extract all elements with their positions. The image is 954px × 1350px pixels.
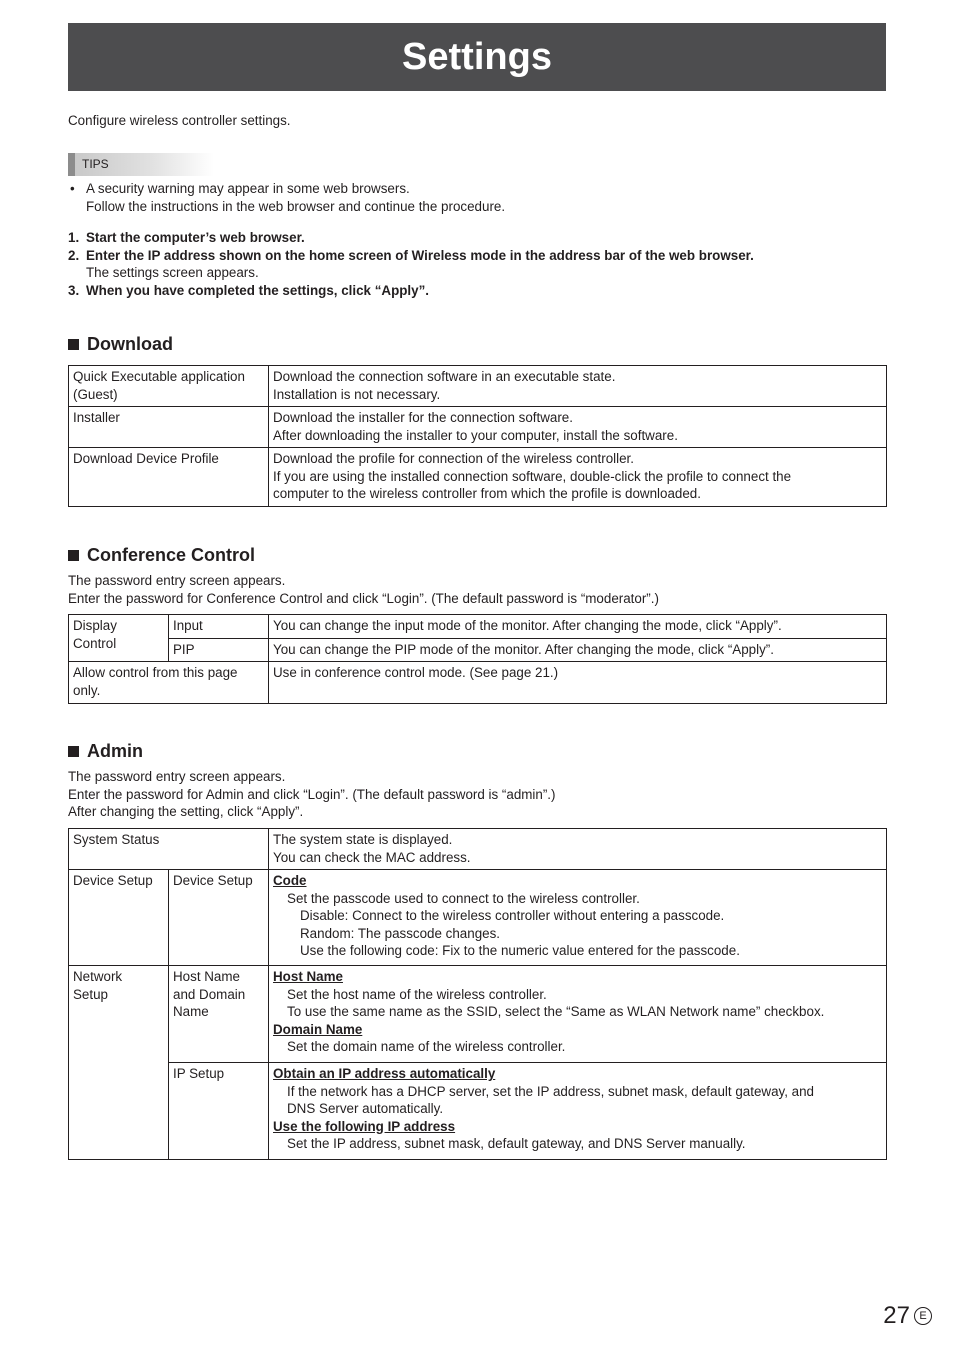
step-number: 3. — [68, 282, 80, 298]
cell-line: DNS Server automatically. — [287, 1101, 444, 1116]
tip-line: A security warning may appear in some web browsers. — [86, 181, 410, 196]
cell-line: Installation is not necessary. — [273, 386, 441, 402]
table-row — [69, 448, 887, 507]
table-row — [69, 870, 887, 966]
cell-line: Host Name — [173, 969, 240, 984]
table-cell — [69, 966, 169, 1160]
text-line: After changing the setting, click “Apply”. — [68, 804, 304, 819]
table-cell: Use in conference control mode. (See page 21.) — [269, 662, 887, 704]
list-item — [68, 282, 886, 300]
table-cell: IP Setup — [169, 1063, 269, 1160]
step-number: 2. — [68, 247, 80, 263]
cell-line: The system state is displayed. — [273, 832, 453, 847]
table-cell — [69, 615, 169, 662]
text-line: Enter the password for Admin and click “Login”. (The default password is “admin”.) — [68, 786, 556, 802]
conference-intro — [68, 572, 659, 607]
cell-line: (Guest) — [73, 386, 118, 402]
cell-line: If the network has a DHCP server, set the IP address, subnet mask, default gateway, and — [287, 1083, 814, 1099]
download-heading — [68, 334, 173, 355]
table-cell — [69, 366, 269, 407]
cell-line: Setup — [73, 986, 108, 1002]
table-cell: You can change the PIP mode of the monitor. After changing the mode, click “Apply”. — [269, 638, 887, 662]
cell-line: To use the same name as the SSID, select the “Same as WLAN Network name” checkbox. — [287, 1004, 825, 1019]
cell-line: Allow control from this page — [73, 665, 238, 680]
table-cell: Input — [169, 615, 269, 639]
table-cell — [269, 870, 887, 966]
text-line: The password entry screen appears. — [68, 769, 286, 784]
table-cell — [269, 966, 887, 1063]
table-cell — [169, 966, 269, 1063]
cell-line: Use the following code: Fix to the numeric value entered for the passcode. — [300, 943, 740, 958]
text-line: Enter the password for Conference Control and click “Login”. (The default password is “moderator”.) — [68, 590, 659, 606]
table-cell: Device Setup — [169, 870, 269, 966]
square-bullet-icon — [68, 339, 79, 350]
square-bullet-icon — [68, 550, 79, 561]
tips-label-text: TIPS — [82, 157, 109, 171]
step-number: 1. — [68, 230, 80, 245]
table-row — [69, 662, 887, 704]
table-cell — [69, 662, 269, 704]
table-row — [69, 1063, 887, 1160]
cell-subheading: Code — [273, 873, 307, 888]
cell-subheading: Obtain an IP address automatically — [273, 1066, 496, 1081]
section-title: Conference Control — [87, 545, 256, 565]
table-cell — [269, 366, 887, 407]
cell-line: Control — [73, 635, 117, 651]
list-item — [68, 180, 886, 215]
table-cell — [69, 407, 269, 448]
cell-line: Disable: Connect to the wireless controller without entering a passcode. — [300, 908, 725, 923]
conference-heading — [68, 545, 255, 566]
table-cell: Device Setup — [69, 870, 169, 966]
section-title: Admin — [87, 741, 143, 761]
cell-line: Display — [73, 618, 117, 633]
table-cell — [69, 448, 269, 507]
cell-line: Name — [173, 1004, 209, 1019]
download-table — [68, 365, 887, 507]
table-cell: PIP — [169, 638, 269, 662]
cell-subheading: Use the following IP address — [273, 1118, 456, 1134]
step-text: Start the computer’s web browser. — [86, 230, 305, 245]
table-row — [69, 966, 887, 1063]
cell-line: Quick Executable application — [73, 369, 245, 384]
table-cell: System Status — [69, 829, 269, 870]
cell-line: Random: The passcode changes. — [300, 925, 501, 941]
table-cell — [269, 1063, 887, 1160]
cell-line: Network — [73, 969, 123, 984]
table-row — [69, 615, 887, 639]
intro-text: Configure wireless controller settings. — [68, 113, 291, 128]
admin-intro — [68, 768, 555, 821]
cell-line: and Domain — [173, 986, 246, 1002]
conference-table — [68, 614, 887, 704]
cell-line: If you are using the installed connection software, double-click the profile to connect the — [273, 468, 792, 484]
table-row — [69, 638, 887, 662]
bullet-icon: • — [70, 181, 75, 196]
list-item — [68, 229, 886, 247]
table-cell — [269, 448, 887, 507]
tips-list — [68, 180, 886, 215]
admin-table — [68, 828, 887, 1160]
table-cell: You can change the input mode of the monitor. After changing the mode, click “Apply”. — [269, 615, 887, 639]
title-bar — [68, 23, 886, 91]
step-subtext: The settings screen appears. — [86, 265, 259, 280]
steps-list — [68, 229, 886, 299]
page-number — [883, 1302, 932, 1330]
table-row — [69, 366, 887, 407]
page-number-text: 27 — [883, 1302, 910, 1329]
cell-subheading: Host Name — [273, 969, 343, 984]
cell-line: Set the passcode used to connect to the wireless controller. — [287, 890, 640, 906]
cell-line: Download the connection software in an executable state. — [273, 369, 616, 384]
table-cell — [269, 407, 887, 448]
cell-line: After downloading the installer to your computer, install the software. — [273, 427, 678, 443]
step-text: When you have completed the settings, click “Apply”. — [86, 282, 430, 298]
table-row — [69, 829, 887, 870]
cell-line: Set the host name of the wireless controller. — [287, 986, 547, 1002]
admin-heading — [68, 741, 143, 762]
tips-label — [68, 153, 214, 176]
cell-line: Set the domain name of the wireless controller. — [287, 1039, 566, 1054]
table-row — [69, 407, 887, 448]
square-bullet-icon — [68, 746, 79, 757]
cell-line: computer to the wireless controller from which the profile is downloaded. — [273, 486, 701, 501]
section-title: Download — [87, 334, 173, 354]
step-text: Enter the IP address shown on the home screen of Wireless mode in the address bar of the web browser. — [86, 247, 754, 263]
cell-line: Installer — [73, 410, 120, 425]
cell-subheading: Domain Name — [273, 1021, 363, 1037]
language-mark: E — [914, 1307, 932, 1325]
cell-line: Download the profile for connection of the wireless controller. — [273, 451, 634, 466]
cell-line: Download Device Profile — [73, 451, 219, 466]
cell-line: You can check the MAC address. — [273, 849, 471, 865]
page-title: Settings — [402, 36, 552, 78]
cell-line: only. — [73, 682, 101, 698]
table-cell — [269, 829, 887, 870]
cell-line: Download the installer for the connection software. — [273, 410, 573, 425]
cell-line: Set the IP address, subnet mask, default gateway, and DNS Server manually. — [287, 1136, 746, 1151]
text-line: The password entry screen appears. — [68, 573, 286, 588]
tip-line: Follow the instructions in the web browser and continue the procedure. — [86, 198, 506, 214]
list-item — [68, 247, 886, 265]
